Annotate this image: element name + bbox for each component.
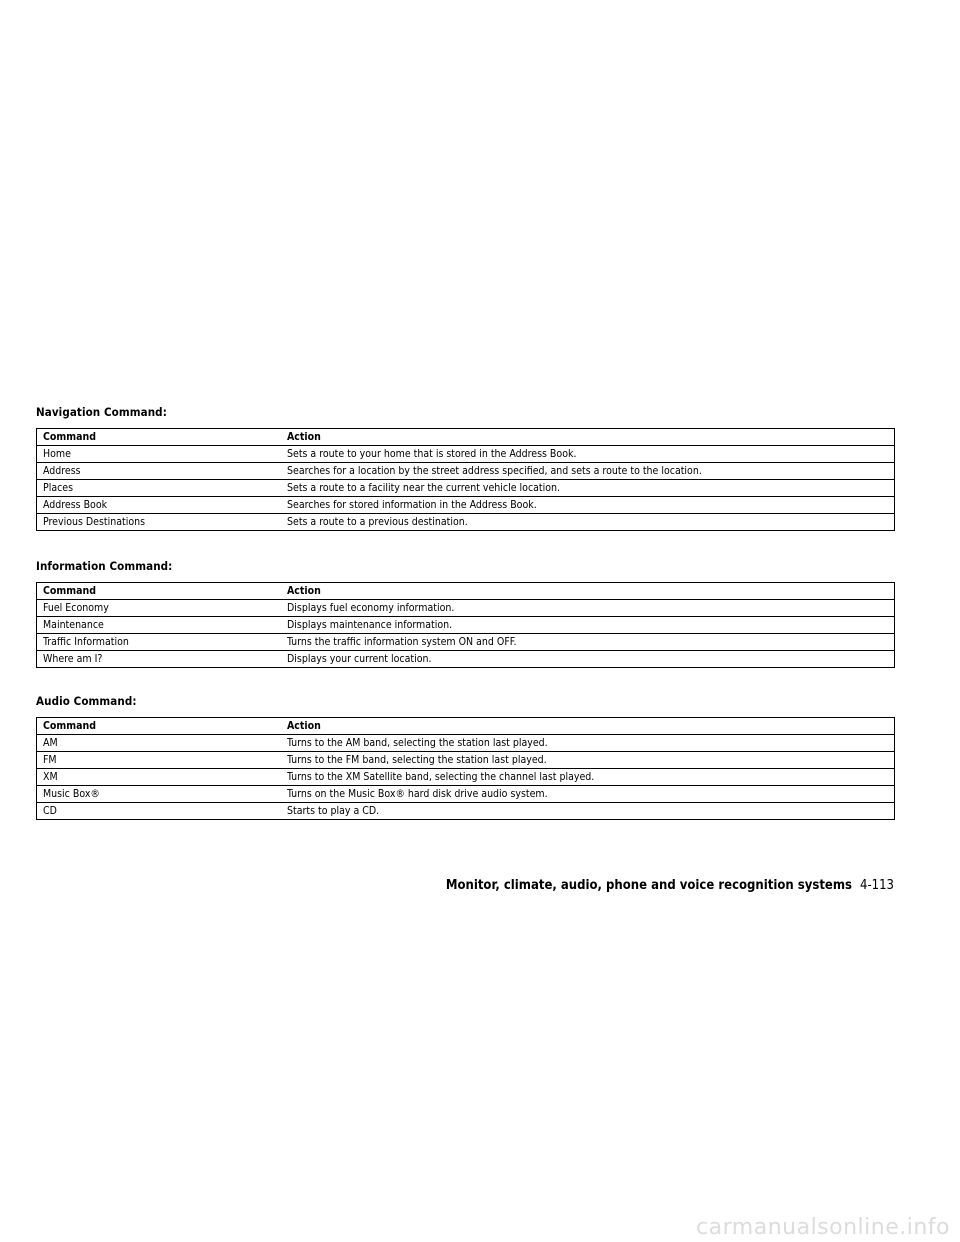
audio-table [36, 717, 895, 820]
action-cell: Starts to play a CD. [281, 803, 895, 820]
column-header-command: Command [37, 718, 282, 735]
action-cell: Searches for a location by the street address specified, and sets a route to the location. [281, 463, 895, 480]
table-header-row [37, 583, 895, 600]
command-cell: Maintenance [37, 617, 282, 634]
command-cell: Fuel Economy [37, 600, 282, 617]
table-header-row [37, 718, 895, 735]
command-cell: XM [37, 769, 282, 786]
table-header-row [37, 429, 895, 446]
action-cell: Turns on the Music Box® hard disk drive audio system. [281, 786, 895, 803]
table-row [37, 514, 895, 531]
action-cell: Displays maintenance information. [281, 617, 895, 634]
command-cell: Where am I? [37, 651, 282, 668]
information-table [36, 582, 895, 668]
table-row [37, 463, 895, 480]
table-row [37, 497, 895, 514]
action-cell: Displays fuel economy information. [281, 600, 895, 617]
navigation-table [36, 428, 895, 531]
column-header-action: Action [281, 718, 895, 735]
column-header-command: Command [37, 429, 282, 446]
action-cell: Turns the traffic information system ON and OFF. [281, 634, 895, 651]
column-header-command: Command [37, 583, 282, 600]
navigation-title: Navigation Command: [36, 405, 167, 419]
action-cell: Searches for stored information in the Address Book. [281, 497, 895, 514]
command-cell: Places [37, 480, 282, 497]
table-row [37, 803, 895, 820]
table-row [37, 786, 895, 803]
table-row [37, 634, 895, 651]
command-cell: AM [37, 735, 282, 752]
action-cell: Sets a route to a facility near the current vehicle location. [281, 480, 895, 497]
page-number: 4-113 [860, 878, 894, 893]
column-header-action: Action [281, 429, 895, 446]
action-cell: Sets a route to your home that is stored in the Address Book. [281, 446, 895, 463]
page-footer [446, 878, 894, 894]
information-title: Information Command: [36, 559, 173, 573]
command-cell: FM [37, 752, 282, 769]
action-cell: Turns to the XM Satellite band, selecting the channel last played. [281, 769, 895, 786]
table-row [37, 735, 895, 752]
column-header-action: Action [281, 583, 895, 600]
table-row [37, 651, 895, 668]
table-row [37, 752, 895, 769]
information-section [36, 559, 895, 668]
watermark: carmanualsonline.info [696, 1215, 950, 1240]
navigation-section [36, 405, 895, 531]
command-cell: Traffic Information [37, 634, 282, 651]
command-cell: Address [37, 463, 282, 480]
table-row [37, 600, 895, 617]
table-row [37, 480, 895, 497]
audio-title: Audio Command: [36, 694, 137, 708]
command-cell: Previous Destinations [37, 514, 282, 531]
command-cell: CD [37, 803, 282, 820]
action-cell: Displays your current location. [281, 651, 895, 668]
table-row [37, 769, 895, 786]
command-cell: Home [37, 446, 282, 463]
action-cell: Turns to the FM band, selecting the station last played. [281, 752, 895, 769]
table-row [37, 617, 895, 634]
command-cell: Music Box® [37, 786, 282, 803]
command-cell: Address Book [37, 497, 282, 514]
footer-section-title: Monitor, climate, audio, phone and voice recognition systems [445, 878, 853, 893]
audio-section [36, 694, 895, 820]
table-row [37, 446, 895, 463]
action-cell: Sets a route to a previous destination. [281, 514, 895, 531]
action-cell: Turns to the AM band, selecting the station last played. [281, 735, 895, 752]
